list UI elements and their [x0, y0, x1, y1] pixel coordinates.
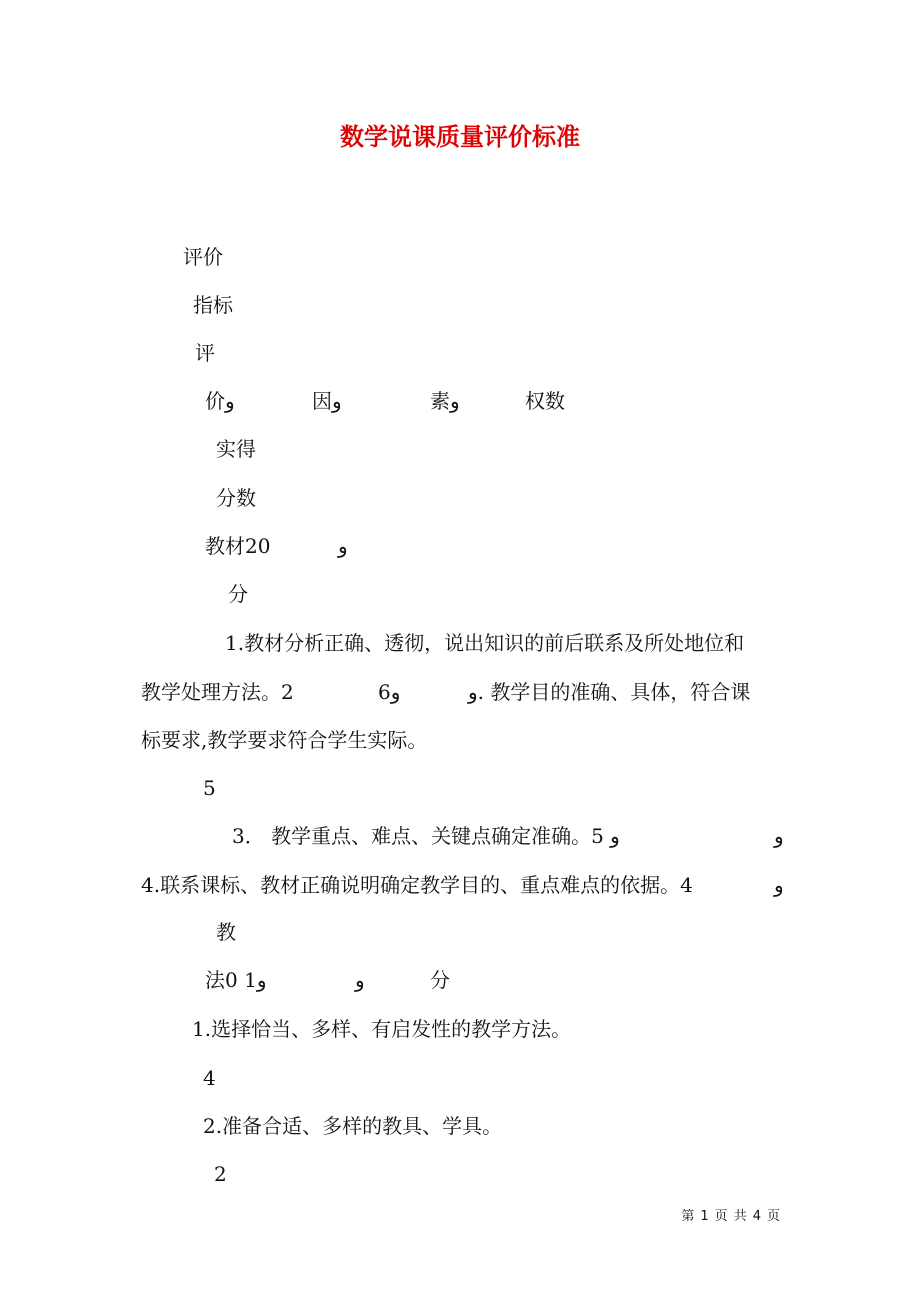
text-line: 实得 — [216, 437, 256, 461]
paragraph-line: 教学处理方法。2 — [141, 680, 294, 704]
footer-prefix: 第 — [681, 1209, 695, 1224]
text-line: 权数 — [525, 389, 565, 413]
paragraph-line: 4.联系课标、教材正确说明确定教学目的、重点难点的依据。4 — [141, 873, 693, 897]
paragraph-line: و — [774, 824, 784, 848]
text-line: 5 — [203, 776, 216, 800]
footer-suffix: 页 — [766, 1209, 780, 1224]
text-line: 素و — [430, 389, 460, 413]
paragraph-line: و. 教学目的准确、具体，符合课 — [468, 680, 751, 704]
text-line: 法و1 0 — [205, 968, 267, 992]
footer-page-number: 1 — [700, 1209, 709, 1224]
text-line: 评 — [195, 341, 215, 365]
text-line: 教材20 — [205, 534, 271, 558]
paragraph-line: 标要求,教学要求符合学生实际。 — [141, 728, 428, 752]
paragraph-line: 3． 教学重点、难点、关键点确定准确。و 5 — [232, 824, 620, 848]
footer-total-pages: 4 — [752, 1209, 761, 1224]
text-line: 教 — [216, 920, 236, 944]
footer-total-label: 共 — [733, 1209, 747, 1224]
text-line: 价و — [205, 389, 235, 413]
text-line: 分数 — [216, 486, 256, 510]
text-line: و — [338, 534, 348, 558]
footer-page-label: 页 — [714, 1209, 728, 1224]
text-line: 分 — [430, 968, 450, 992]
text-line: 指标 — [193, 293, 233, 317]
text-line: 2 — [214, 1162, 227, 1186]
paragraph-line: و6 — [378, 680, 401, 704]
text-line: 评价 — [183, 245, 223, 269]
text-line: و — [355, 968, 365, 992]
page-title: 数学说课质量评价标准 — [340, 123, 580, 151]
text-line: 因و — [312, 389, 342, 413]
list-item: 1.选择恰当、多样、有启发性的教学方法。 — [192, 1017, 572, 1041]
paragraph-line: 1.教材分析正确、透彻，说出知识的前后联系及所处地位和 — [225, 631, 745, 655]
text-line: 4 — [203, 1066, 216, 1090]
list-item: 2.准备合适、多样的教具、学具。 — [203, 1114, 503, 1138]
paragraph-line: و — [774, 873, 784, 897]
text-line: 分 — [228, 582, 248, 606]
page-footer — [681, 1209, 780, 1225]
